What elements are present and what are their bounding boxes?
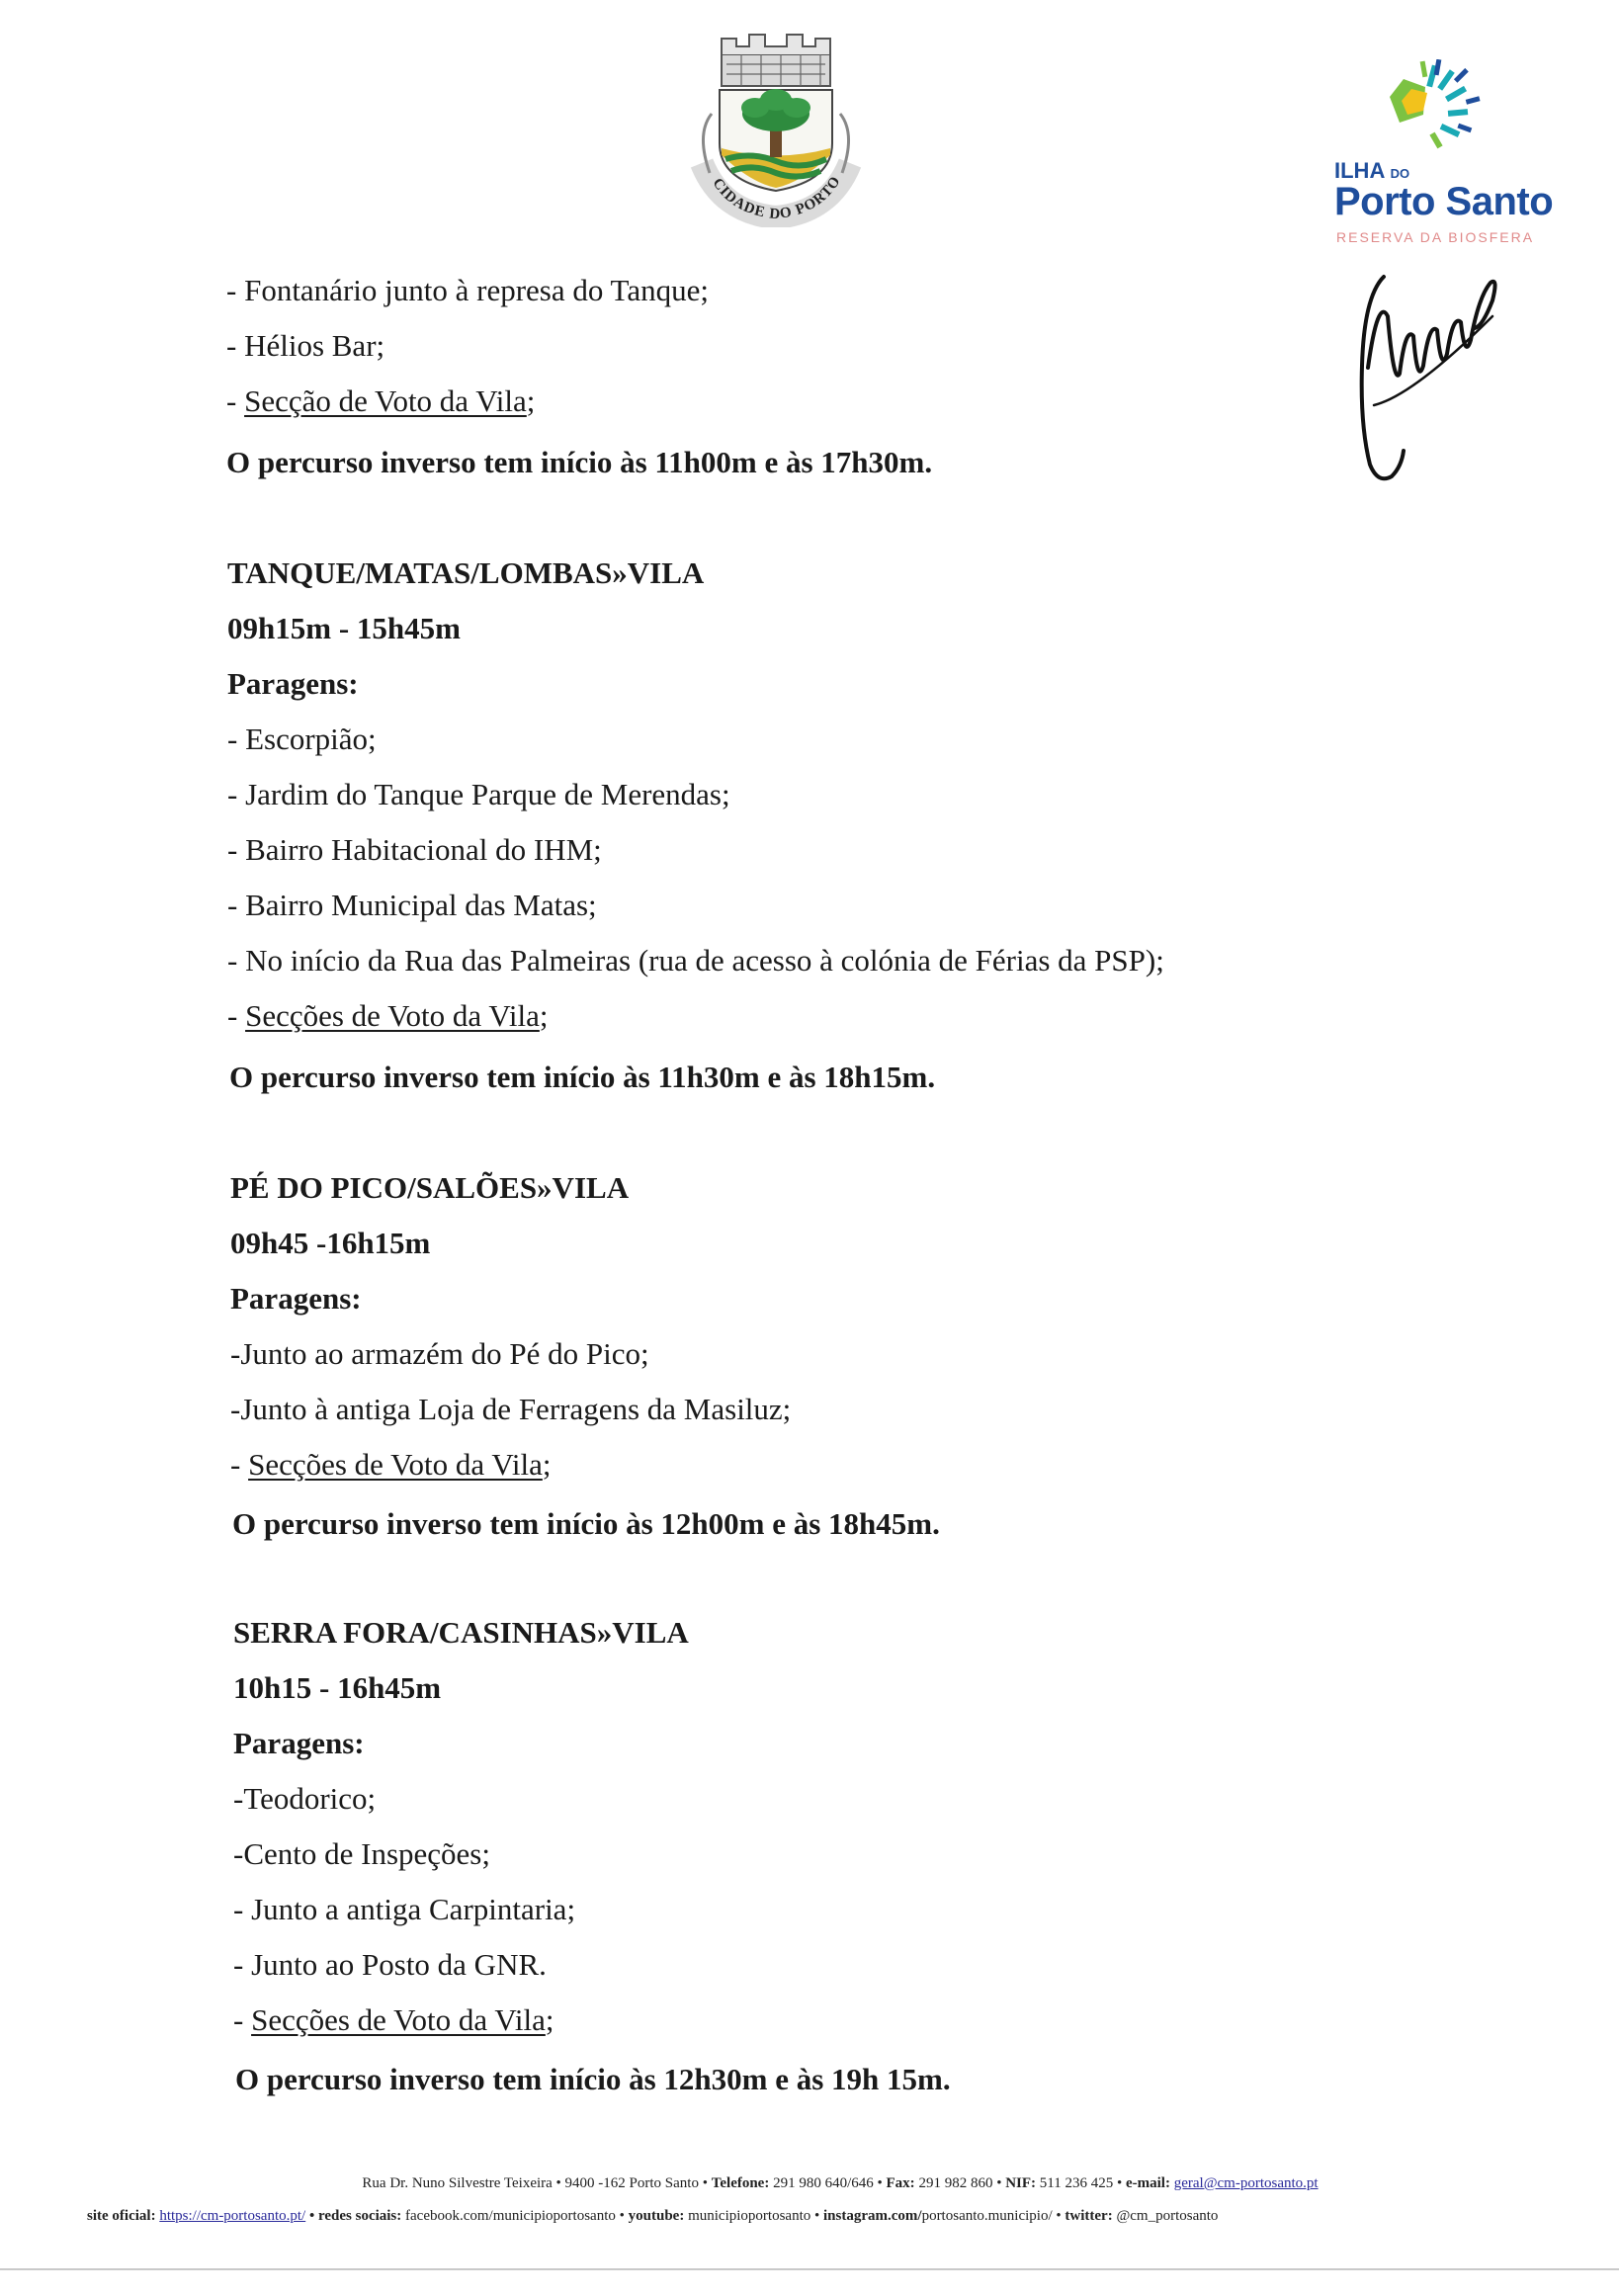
footer-instagram-label: instagram.com/ xyxy=(822,2208,922,2224)
footer-email-label: e-mail: xyxy=(1125,2175,1170,2191)
stop-line: - Secções de Voto da Vila; xyxy=(227,998,549,1033)
route-title: SERRA FORA/CASINHAS»VILA xyxy=(233,1615,689,1650)
footer-links xyxy=(87,2208,1218,2225)
stop-line: - Fontanário junto à represa do Tanque; xyxy=(226,273,709,307)
route-title: PÉ DO PICO/SALÕES»VILA xyxy=(230,1170,630,1205)
ilha-porto-santo-logo xyxy=(1324,59,1554,245)
stops-heading: Paragens: xyxy=(230,1281,362,1316)
footer-nif-label: NIF: xyxy=(1005,2175,1037,2191)
footer-twitter-label: twitter: xyxy=(1065,2208,1113,2224)
stop-line: - Bairro Municipal das Matas; xyxy=(227,888,597,922)
footer-site-link[interactable]: https://cm-portosanto.pt/ xyxy=(159,2208,306,2224)
stop-line: -Teodorico; xyxy=(233,1781,377,1816)
footer-instagram: portosanto.municipio/ • xyxy=(921,2208,1065,2224)
footer-telefone: 291 980 640/646 • xyxy=(769,2175,887,2191)
logo-line1: ILHA DO xyxy=(1334,158,1410,183)
footer-site-label: site oficial: xyxy=(87,2208,156,2224)
stop-line: - Secções de Voto da Vila; xyxy=(230,1447,552,1482)
stop-line: - Junto a antiga Carpintaria; xyxy=(233,1892,576,1926)
voting-section-link: Secções de Voto da Vila xyxy=(251,2002,546,2037)
return-route-note: O percurso inverso tem início às 12h30m e às 19h 15m. xyxy=(235,2062,951,2096)
biosphere-emblem-icon xyxy=(1364,59,1502,158)
crest-caption: CIDADE DO PORTO xyxy=(709,173,845,223)
return-route-note: O percurso inverso tem início às 11h00m e às 17h30m. xyxy=(226,445,933,479)
municipal-crest xyxy=(682,25,870,227)
stop-line: -Junto ao armazém do Pé do Pico; xyxy=(230,1336,649,1371)
footer-youtube: municipioportosanto • xyxy=(684,2208,823,2224)
route-schedule: 09h45 -16h15m xyxy=(230,1226,431,1260)
footer-redes-label: • redes sociais: xyxy=(305,2208,402,2224)
footer-youtube-label: youtube: xyxy=(628,2208,685,2224)
handwritten-signature xyxy=(1344,257,1522,494)
return-route-note: O percurso inverso tem início às 12h00m e às 18h45m. xyxy=(232,1506,940,1541)
footer-address: Rua Dr. Nuno Silvestre Teixeira • 9400 -162 Porto Santo • xyxy=(362,2175,712,2191)
footer-contacts xyxy=(0,2175,1619,2192)
stop-line: -Junto à antiga Loja de Ferragens da Masiluz; xyxy=(230,1392,792,1426)
route-schedule: 10h15 - 16h45m xyxy=(233,1670,442,1705)
voting-section-link: Secções de Voto da Vila xyxy=(248,1447,543,1482)
stops-heading: Paragens: xyxy=(227,666,359,701)
footer-fax: 291 982 860 • xyxy=(914,2175,1006,2191)
stop-line: - Hélios Bar; xyxy=(226,328,385,363)
footer-fax-label: Fax: xyxy=(886,2175,915,2191)
route-schedule: 09h15m - 15h45m xyxy=(227,611,461,645)
stop-line: - Secções de Voto da Vila; xyxy=(233,2002,554,2037)
logo-tagline: RESERVA DA BIOSFERA xyxy=(1336,229,1535,245)
stop-line: - Jardim do Tanque Parque de Merendas; xyxy=(227,777,730,811)
route-title: TANQUE/MATAS/LOMBAS»VILA xyxy=(227,555,705,590)
stop-line: -Cento de Inspeções; xyxy=(233,1836,490,1871)
voting-section-link: Secção de Voto da Vila xyxy=(244,383,527,418)
stop-line: - Escorpião; xyxy=(227,722,377,756)
return-route-note: O percurso inverso tem início às 11h30m e às 18h15m. xyxy=(229,1060,936,1094)
stops-heading: Paragens: xyxy=(233,1726,365,1760)
logo-title: Porto Santo xyxy=(1334,180,1554,223)
footer-nif: 511 236 425 • xyxy=(1036,2175,1126,2191)
stop-line: - Secção de Voto da Vila; xyxy=(226,383,536,418)
voting-section-link: Secções de Voto da Vila xyxy=(245,998,540,1033)
stop-line: - Junto ao Posto da GNR. xyxy=(233,1947,547,1982)
stop-line: - No início da Rua das Palmeiras (rua de acesso à colónia de Férias da PSP); xyxy=(227,943,1164,978)
stop-line: - Bairro Habitacional do IHM; xyxy=(227,832,602,867)
footer-email-link[interactable]: geral@cm-portosanto.pt xyxy=(1173,2175,1319,2191)
footer-facebook: facebook.com/municipioportosanto • xyxy=(401,2208,629,2224)
page-bottom-divider xyxy=(0,2268,1619,2270)
footer-twitter: @cm_portosanto xyxy=(1112,2208,1219,2224)
footer-telefone-label: Telefone: xyxy=(711,2175,770,2191)
